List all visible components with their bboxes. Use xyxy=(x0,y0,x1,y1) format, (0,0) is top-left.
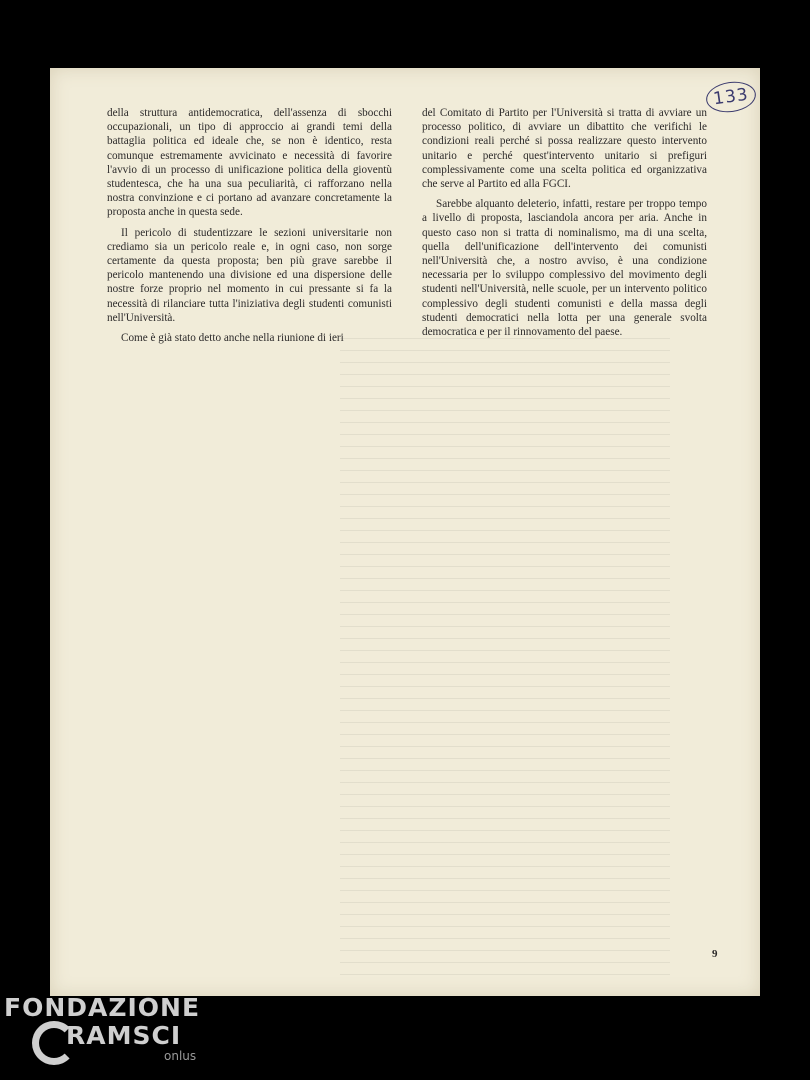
logo-text-line1: FONDAZIONE xyxy=(4,993,201,1022)
paragraph: Come è già stato detto anche nella riunione di ieri xyxy=(121,332,344,345)
document-page xyxy=(50,68,760,996)
paragraph: della struttura antidemocratica, dell'assenza di sbocchi occupazionali, un tipo di approccio ai grandi temi della battaglia politica ed ideale che, se non è identico, resta comunque estremamente avvicinato e necessità di favorire l'avvio di un processo di unificazione politica della gioventù studentesca, che ha una sua peculiarità, ci rafforzano nella nostra convinzione e ci portano ad avanzare concretamente la proposta anche in questa sede. xyxy=(107,107,392,219)
page-number: 9 xyxy=(712,948,718,960)
paragraph: Il pericolo di studentizzare le sezioni universitarie non crediamo sia un pericolo reale e, in ogni caso, non sorge certamente da questa proposta; ben più grave sarebbe il pericolo mantenendo una divisione ed una dispersione delle nostre forze proprio nel momento in cui pressante si fa la necessità di rilanciare tutta l'iniziativa degli studenti comunisti nell'Università. xyxy=(107,226,392,324)
paragraph: Sarebbe alquanto deleterio, infatti, restare per troppo tempo a livello di proposta, lasciandola ancora per aria. Anche in questo caso non si tratta di nominalismo, ma di una scelta, quella dell'unificazione dell'intervento dei comunisti nell'Università che, a nostro avviso, è una condizione necessaria per lo sviluppo complessivo del movimento degli studenti nell'Università, nelle scuole, per un intervento politico complessivo degli studenti comunisti e della massa degli studenti democratici nella lotta per una generale svolta democratica e per il rinnovamento del paese. xyxy=(422,198,707,339)
fondazione-gramsci-logo xyxy=(4,993,204,1073)
show-through-text xyxy=(340,338,670,978)
logo-subtitle: onlus xyxy=(164,1049,197,1063)
paragraph: del Comitato di Partito per l'Università si tratta di avviare un processo politico, di avviare un dibattito che verifichi le condizioni reali perché si possa realizzare questo intervento unitario e perché quest'intervento unitario si prefiguri complessivamente come una scelta politica ed organizzativa che serve al Partito ed alla FGCI. xyxy=(422,107,707,191)
left-column xyxy=(107,106,392,351)
archive-number-stamp: 133 xyxy=(704,79,758,116)
logo-text-line2: RAMSCI xyxy=(66,1021,182,1050)
right-column xyxy=(422,106,707,345)
